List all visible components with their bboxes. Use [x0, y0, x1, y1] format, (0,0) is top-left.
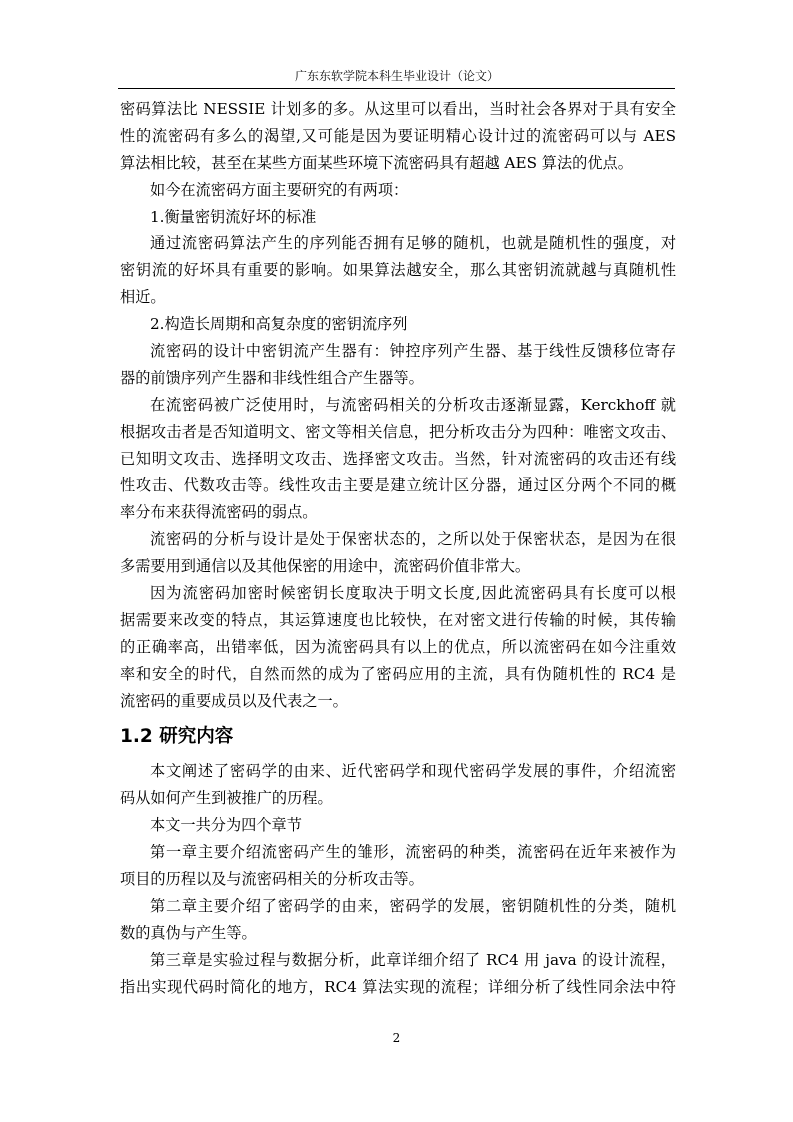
- text-line: 流密码的重要成员以及代表之一。: [120, 691, 348, 710]
- text-line: 据需要来改变的特点，其运算速度也比较快，在对密文进行传输的时候，其传输: [120, 610, 676, 629]
- text-line: 率分布来获得流密码的弱点。: [120, 503, 318, 522]
- text-line: 流密码的设计中密钥流产生器有：钟控序列产生器、基于线性反馈移位寄存: [150, 342, 676, 361]
- text-line: 指出实现代码时简化的地方，RC4 算法实现的流程；详细分析了线性同余法中符: [120, 977, 676, 996]
- text-line: 码从如何产生到被推广的历程。: [120, 789, 333, 808]
- paragraph-overview: [120, 758, 676, 812]
- text-line: 第一章主要介绍流密码产生的雏形，流密码的种类，流密码在近年来被作为: [150, 843, 676, 862]
- text-line: 器的前馈序列产生器和非线性组合产生器等。: [120, 368, 424, 387]
- paragraph-item1: [120, 230, 676, 311]
- paragraph-analysis: [120, 526, 676, 580]
- document-body: [120, 96, 676, 1001]
- text-line: 率和安全的时代，自然而然的成为了密码应用的主流，具有伪随机性的 RC4 是: [120, 664, 676, 683]
- text-line: 性攻击、代数攻击等。线性攻击主要是建立统计区分器，通过区分两个不同的概: [120, 476, 676, 495]
- text-line: 算法相比较，甚至在某些方面某些环境下流密码具有超越 AES 算法的优点。: [120, 153, 633, 172]
- text-line: 的正确率高，出错率低，因为流密码具有以上的优点，所以流密码在如今注重效: [120, 637, 676, 656]
- text-line: 第二章主要介绍了密码学的由来，密码学的发展，密钥随机性的分类，随机: [150, 896, 676, 915]
- text-line: 通过流密码算法产生的序列能否拥有足够的随机，也就是随机性的强度，对: [150, 234, 676, 253]
- text-line: 已知明文攻击、选择明文攻击、选择密文攻击。当然，针对流密码的攻击还有线: [120, 449, 676, 468]
- text-line: 多需要用到通信以及其他保密的用途中，流密码价值非常大。: [120, 557, 531, 576]
- paragraph-chapter1: [120, 839, 676, 893]
- text-line: 密码算法比 NESSIE 计划多的多。从这里可以看出，当时社会各界对于具有安全: [120, 100, 676, 118]
- page-header: 广东东软学院本科生毕业设计（论文）: [294, 69, 499, 83]
- paragraph-chapters: 本文一共分为四个章节: [150, 816, 302, 835]
- paragraph-item2: [120, 338, 676, 392]
- section-heading: 1.2 研究内容: [120, 726, 234, 748]
- paragraph-rc4: [120, 580, 676, 714]
- text-line: 第三章是实验过程与数据分析，此章详细介绍了 RC4 用 java 的设计流程，: [150, 950, 676, 969]
- text-line: 本文阐述了密码学的由来、近代密码学和现代密码学发展的事件，介绍流密: [150, 762, 676, 781]
- paragraph-chapter2: [120, 893, 676, 947]
- header-rule: [118, 88, 675, 89]
- text-line: 数的真伪与产生等。: [120, 923, 257, 942]
- list-item-title: 2.构造长周期和高复杂度的密钥流序列: [150, 315, 408, 334]
- text-line: 性的流密码有多么的渴望,又可能是因为要证明精心设计过的流密码可以与 AES: [120, 126, 676, 145]
- list-item-title: 1.衡量密钥流好坏的标准: [150, 207, 317, 226]
- page-number: 2: [392, 1031, 401, 1045]
- paragraph-attack: [120, 392, 676, 526]
- text-line: 相近。: [120, 288, 166, 307]
- paragraph-continuation: [120, 96, 676, 177]
- text-line: 因为流密码加密时候密钥长度取决于明文长度,因此流密码具有长度可以根: [150, 584, 676, 603]
- paragraph-chapter3: [120, 947, 676, 1001]
- paragraph-intro: 如今在流密码方面主要研究的有两项：: [150, 180, 409, 199]
- text-line: 流密码的分析与设计是处于保密状态的，之所以处于保密状态，是因为在很: [150, 530, 676, 549]
- text-line: 密钥流的好坏具有重要的影响。如果算法越安全，那么其密钥流就越与真随机性: [120, 261, 676, 280]
- text-line: 根据攻击者是否知道明文、密文等相关信息，把分析攻击分为四种：唯密文攻击、: [120, 422, 676, 441]
- text-line: 在流密码被广泛使用时，与流密码相关的分析攻击逐渐显露，Kerckhoff 就: [150, 395, 676, 414]
- text-line: 项目的历程以及与流密码相关的分析攻击等。: [120, 870, 424, 889]
